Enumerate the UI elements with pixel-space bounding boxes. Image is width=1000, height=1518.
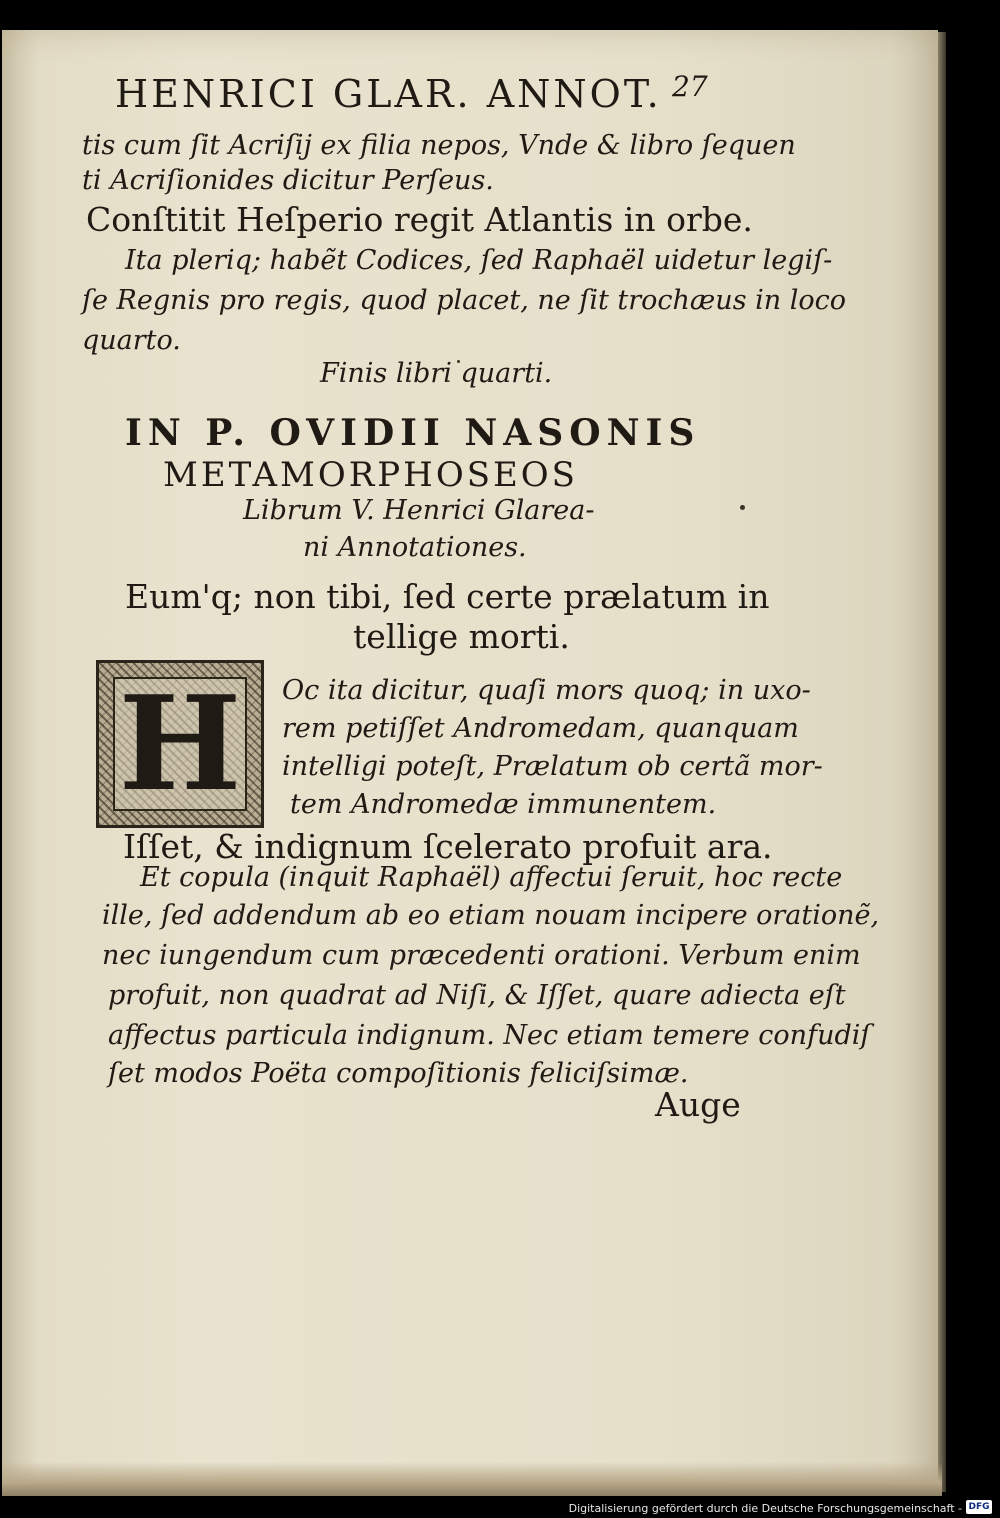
- verse-line: tellige morti.: [353, 617, 570, 656]
- text-line: intelligi poteſt, Prælatum ob certã mor-: [282, 751, 823, 782]
- text-line: affectus particula indignum. Nec etiam temere confudiſ: [108, 1020, 871, 1051]
- page-bottom-shadow: [2, 1462, 942, 1496]
- catchword: Auge: [655, 1085, 741, 1124]
- dfg-logo-icon: DFG: [966, 1500, 992, 1514]
- text-line: profuit, non quadrat ad Niſi, & Iſſet, quare adiecta eſt: [108, 980, 846, 1011]
- text-line: quarto.: [82, 325, 181, 356]
- section-subtitle: ni Annotationes.: [303, 532, 527, 563]
- page-number: 27: [672, 70, 708, 103]
- page-edge: [938, 32, 946, 1492]
- text-line: ſe Regnis pro regis, quod placet, ne ſit trochæus in loco: [82, 285, 847, 316]
- digitization-credit: Digitalisierung gefördert durch die Deutsche Forschungsgemeinschaft -: [568, 1502, 962, 1515]
- text-line: ti Acriſionides dicitur Perſeus.: [82, 165, 494, 196]
- text-line: ſet modos Poëta compoſitionis feliciſsimæ.: [108, 1058, 689, 1089]
- initial-frame: [113, 667, 247, 820]
- initial-letter: H: [118, 667, 242, 820]
- text-line: Et copula (inquit Raphaël) affectui ſeruit, hoc recte: [140, 862, 843, 893]
- finis-line: Finis libri quarti.: [320, 358, 553, 389]
- text-line: nec iungendum cum præcedenti orationi. Verbum enim: [102, 940, 861, 971]
- verse-line: Iſſet, & indignum ſcelerato profuit ara.: [123, 827, 773, 866]
- section-title: METAMORPHOSEOS: [163, 455, 578, 495]
- text-line: Ita pleriq; habẽt Codices, ſed Raphaël uidetur legiſ-: [125, 245, 833, 276]
- text-line: tem Andromedæ immunentem.: [290, 789, 717, 820]
- verse-line: Eum'q; non tibi, ſed certe prælatum in: [125, 577, 770, 616]
- text-line: rem petiſſet Andromedam, quanquam: [282, 713, 799, 744]
- decorated-initial: [96, 660, 264, 828]
- section-title: IN P. OVIDII NASONIS: [125, 412, 701, 454]
- running-head: HENRICI GLAR. ANNOT.: [115, 72, 662, 116]
- section-subtitle: Librum V. Henrici Glarea-: [243, 495, 595, 526]
- text-line: ille, ſed addendum ab eo etiam nouam incipere orationẽ,: [102, 900, 880, 931]
- verse-line: Conſtitit Heſperio regit Atlantis in orbe.: [86, 200, 753, 239]
- text-line: tis cum ſit Acriſij ex filia nepos, Vnde & libro ſequen: [82, 130, 796, 161]
- text-line: Oc ita dicitur, quaſi mors quoq; in uxo-: [282, 675, 811, 706]
- paper-speck: [740, 505, 745, 510]
